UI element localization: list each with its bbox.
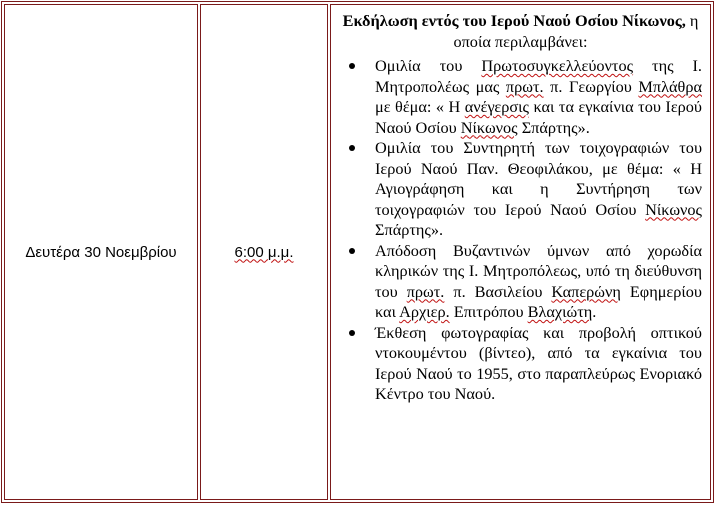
list-item: Ομιλία του Πρωτοσυγκελλεύοντος της Ι. Μητροπολέως μας πρωτ. π. Γεωργίου Μπλάθρα με θέμα: « Η ανέγερσις και τα εγκαίνια του Ιερού Ναού Οσίου Νίκωνος Σπάρτης». xyxy=(375,56,702,138)
list-item: Απόδοση Βυζαντινών ύμνων από χορωδία κληρικών της Ι. Μητροπόλεως, υπό τη διεύθυνση του πρωτ. π. Βασιλείου Καπερώνη Εφημερίου και Αρχιερ. Επιτρόπου Βλαχιώτη. xyxy=(375,241,702,323)
date-cell xyxy=(4,4,198,500)
event-heading-rest: η οποία περιλαμβάνει: xyxy=(453,11,699,51)
event-heading xyxy=(339,11,702,52)
time-cell xyxy=(200,4,328,500)
bullet-icon xyxy=(349,248,355,254)
table-row xyxy=(4,4,711,500)
description-cell xyxy=(330,4,711,500)
bullet-icon xyxy=(349,330,355,336)
event-date: Δευτέρα 30 Νοεμβρίου xyxy=(25,243,177,261)
list-item: Ομιλία του Συντηρητή των τοιχογραφιών του Ιερού Ναού Παν. Θεοφιλάκου, με θέμα: « Η Αγιογράφηση και η Συντήρηση των τοιχογραφιών του Ιερού Ναού Οσίου Νίκωνος Σπάρτης». xyxy=(375,138,702,241)
event-time: 6:00 μ.μ. xyxy=(234,243,294,261)
schedule-table xyxy=(1,1,714,503)
event-heading-bold: Εκδήλωση εντός του Ιερού Ναού Οσίου Νίκωνος, xyxy=(342,11,686,30)
program-list xyxy=(339,56,702,405)
list-item: Έκθεση φωτογραφίας και προβολή οπτικού ντοκουμέντου (βίντεο), από τα εγκαίνια του Ιερού Ναού το 1955, στο παραπλεύρως Ενοριακό Κέντρο του Ναού. xyxy=(375,323,702,405)
bullet-icon xyxy=(349,63,355,69)
bullet-icon xyxy=(349,145,355,151)
